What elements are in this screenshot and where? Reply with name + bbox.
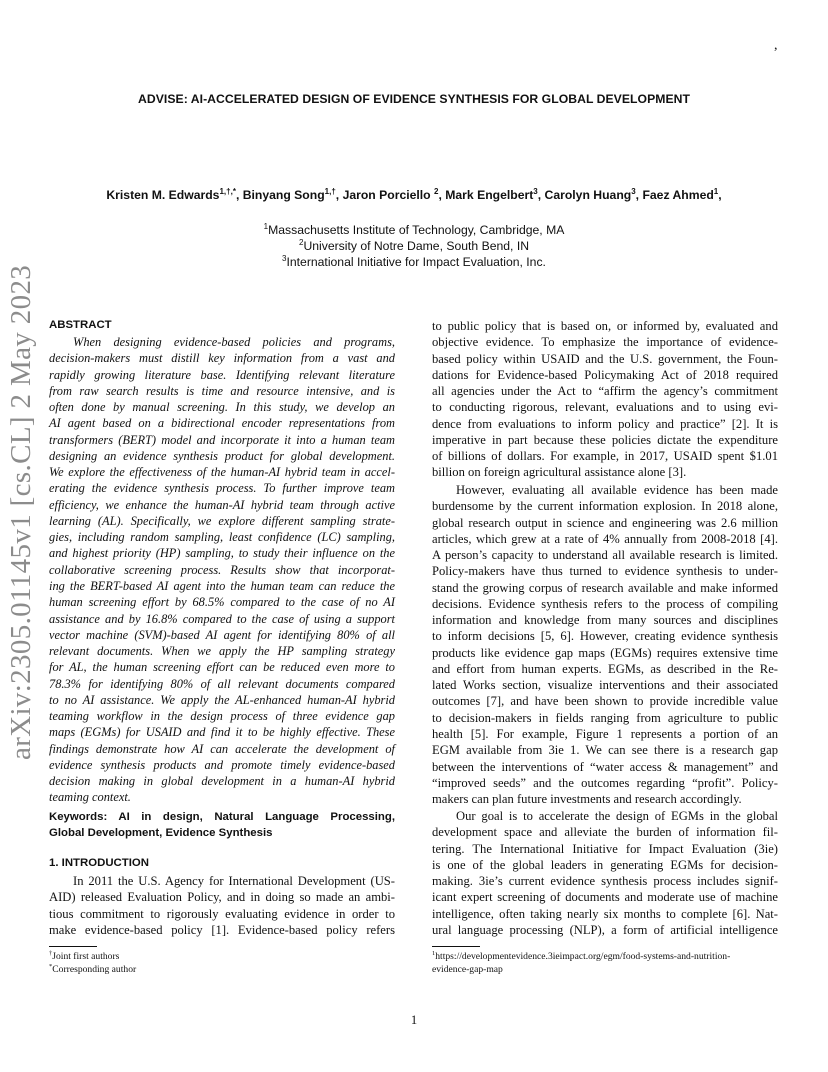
text-line: efficiency, we enhance the human-AI hybrid team through active	[49, 497, 395, 512]
intro-paragraph	[49, 873, 395, 938]
text-line: makers can plan future investments and research accordingly.	[432, 792, 742, 807]
text-line: decision-makers must distill key information from a vast and	[49, 351, 395, 366]
text-line: Policy-makers have thus turned to evidence synthesis to under-	[432, 564, 778, 579]
text-line: decisions. Evidence synthesis refers to the process of compiling	[432, 596, 778, 611]
text-line: for AL, the human screening effort can be reduced even more to	[49, 660, 395, 675]
text-line: A person’s capacity to understand all available research is limited.	[432, 548, 778, 563]
text-line: gies, including random sampling, least confidence (LC) sampling,	[49, 530, 395, 545]
text-line: In 2011 the U.S. Agency for International Development (US-	[73, 874, 395, 888]
text-line: human screening effort by 68.5% compared to the case of no AI	[49, 595, 395, 610]
right-paragraph-1	[432, 318, 778, 481]
text-line: evidence synthesis products and promote timely evidence-based	[49, 757, 395, 772]
text-line: When designing evidence-based policies and programs,	[73, 335, 395, 349]
text-line: global research output in science and engineering was 2.6 million	[432, 515, 778, 530]
keywords-line: Global Development, Evidence Synthesis	[49, 827, 273, 839]
text-line: icant expert screening of documents and moderate use of machine	[432, 890, 778, 905]
text-line: We explore the effectiveness of the human-AI hybrid team in accel-	[49, 465, 395, 480]
page-number: 1	[410, 1013, 418, 1027]
affiliation-line	[0, 254, 828, 270]
text-line: AID) released Evaluation Policy, and in doing so made an ambi-	[49, 890, 395, 905]
footnote-text: https://developmentevidence.3ieimpact.org/egm/food-systems-and-nutrition-	[435, 951, 731, 962]
text-line: make evidence-based policy [1]. Evidence-based policy refers	[49, 922, 395, 937]
text-line: 78.3% for identifying 80% of all relevant documents compared	[49, 676, 395, 691]
text-line: Our goal is to accelerate the design of EGMs in the global	[456, 809, 778, 823]
author-name: Mark Engelbert	[445, 188, 534, 202]
text-line: transformers (BERT) model and incorporate it into a human team	[49, 432, 395, 447]
text-line: erating the evidence synthesis process. To further improve team	[49, 481, 395, 496]
text-line: to decision-makers in fields ranging from agriculture to public	[432, 710, 778, 725]
affiliation-sup: 1	[263, 222, 269, 231]
text-line: based policy within USAID and the U.S. government, the Foun-	[432, 351, 778, 366]
footnote-url-line: evidence-gap-map	[432, 963, 503, 975]
footnote-right	[432, 951, 782, 976]
text-line: “improved seeds” and the outcomes regarding “profit”. Policy-	[432, 775, 778, 790]
author-name: Jaron Porciello	[342, 188, 431, 202]
text-line: and highest priority (HP) sampling, to study their influence on the	[49, 546, 395, 561]
keywords	[49, 809, 395, 841]
affiliation-line	[0, 222, 828, 238]
text-line: to inform decisions [5, 6]. However, creating evidence synthesis	[432, 629, 778, 644]
right-paragraph-2	[432, 482, 778, 807]
text-line: However, evaluating all available evidence has been made	[456, 483, 778, 497]
text-line: making. 3ie’s current evidence synthesis process includes signif-	[432, 874, 778, 889]
footnote-mark: †	[49, 950, 53, 957]
abstract-body	[49, 334, 395, 806]
text-line: billion on foreign agricultural assistance alone [3].	[432, 465, 687, 480]
text-line: often done by manual screening. In this study, we develop an	[49, 400, 395, 415]
text-line: articles, which grew at a rate of 4% annually from 2008-2018 [4].	[432, 531, 778, 546]
text-line: designing an evidence synthesis product for global development.	[49, 448, 395, 463]
author-list: Kristen M. Edwards$^{1,\dagger,*}$, Binyang Song$^{1,\dagger}$, Jaron Porciello $^2$, Mark Engelbert$^3$, Carolyn Huang$^3$, Faez Ahmed$^1$,	[106, 187, 722, 202]
text-line: stand the growing corpus of research available and make informed	[432, 580, 778, 595]
text-line: between the interventions of “water access & management” and	[432, 759, 778, 774]
text-line: to no AI assistance. We apply the AL-enhanced human-AI hybrid	[49, 692, 395, 707]
text-line: burdensome by the current information explosion. In 2018 alone,	[432, 499, 778, 514]
text-line: dence from evaluations to inform policy and practice” [2]. It is	[432, 416, 778, 431]
text-line: findings demonstrate how AI can accelerate the development of	[49, 741, 395, 756]
text-line: learning (AL). Specifically, we explore different sampling strate-	[49, 513, 395, 528]
footnote-url-line	[432, 951, 782, 964]
text-line: AI agent based on a bidirectional encoder representations from	[49, 416, 395, 431]
text-line: all agencies under the Act to “affirm the agency’s commitment	[432, 384, 778, 399]
affiliation-sup: 3	[282, 254, 287, 263]
text-line: development space and alleviate the burden of information fil-	[432, 825, 778, 840]
footnote-mark: 1	[432, 950, 436, 957]
text-line: tering. The International Initiative for Impact Evaluation (3ie)	[432, 841, 778, 856]
author-name: Carolyn Huang	[544, 188, 632, 202]
header-mark: ,	[774, 38, 778, 53]
footnote	[49, 951, 395, 964]
text-line: to conducting rigorous, relevant, evaluations and to using evi-	[432, 400, 778, 415]
text-line: intelligence, often taking nearly six months to complete [6]. Nat-	[432, 906, 778, 921]
text-line: and effort from human experts. EGMs, as described in the Re-	[432, 661, 778, 676]
text-line: dations for Evidence-based Policymaking Act of 2018 required	[432, 367, 778, 382]
text-line: objective evidence. To emphasize the importance of evidence-	[432, 335, 778, 350]
author-sup: 3	[631, 187, 636, 196]
text-line: tious commitment to rigorously evaluating evidence in order to	[49, 906, 395, 921]
affiliation-line	[0, 238, 828, 254]
text-line: outcomes [7], and have been shown to provide incredible value	[432, 694, 778, 709]
text-line: teaming workflow in the design process of three evidence gap	[49, 709, 395, 724]
text-line: is one of the global leaders in generating EGMs for decision-	[432, 857, 778, 872]
author-name: Faez Ahmed	[642, 188, 714, 202]
text-line: teaming context.	[49, 790, 131, 805]
text-line: collaborative screening process. Results show that incorporat-	[49, 562, 395, 577]
abstract-heading: ABSTRACT	[49, 319, 112, 331]
footnote-rule	[432, 946, 480, 947]
footnote-text: Joint first authors	[52, 951, 120, 962]
intro-heading: 1. INTRODUCTION	[49, 857, 149, 869]
text-line: EGM available from 3ie 1. We can see there is a research gap	[432, 743, 778, 758]
affiliation-text: Massachusetts Institute of Technology, Cambridge, MA	[268, 223, 565, 237]
text-line: of billions of dollars. For example, in 2017, USAID spent $1.01	[432, 449, 778, 464]
text-line: products like evidence gap maps (EGMs) requires extensive time	[432, 645, 778, 660]
text-line: imperative in part because these policies dictate the expenditure	[432, 432, 778, 447]
text-line: assistance and by 16.8% compared to the case of using a support	[49, 611, 395, 626]
text-line: information and knowledge from many sources and disciplines	[432, 613, 778, 628]
text-line: vector machine (SVM)-based AI agent for identifying 80% of all	[49, 627, 395, 642]
arxiv-stamp[interactable]: arXiv:2305.01145v1 [cs.CL] 2 May 2023	[5, 264, 37, 760]
author-name: Binyang Song	[242, 188, 325, 202]
footnote	[49, 964, 395, 977]
affiliation-text: International Initiative for Impact Evaluation, Inc.	[286, 255, 546, 269]
text-line: health [5]. For example, Figure 1 represents a portion of an	[432, 726, 778, 741]
text-line: from raw search results is time and resource intensive, and is	[49, 383, 395, 398]
footnote-mark: *	[49, 962, 53, 970]
affiliation-text: University of Notre Dame, South Bend, IN	[303, 239, 530, 253]
author-sup: 1,†,*	[219, 187, 236, 196]
text-line: to public policy that is based on, or informed by, evaluated and	[432, 319, 778, 333]
author-sup: 1,†	[324, 187, 336, 196]
text-line: ing the BERT-based AI agent into the human team can reduce the	[49, 578, 395, 593]
text-line: relevant documents. When we apply the HP sampling strategy	[49, 644, 395, 659]
affiliation-sup: 2	[298, 238, 304, 247]
paper-title: ADVISE: AI-ACCELERATED DESIGN OF EVIDENCE SYNTHESIS FOR GLOBAL DEVELOPMENT	[138, 92, 690, 106]
footnote-text: Corresponding author	[52, 963, 137, 975]
text-line: decision making in global development in a human-AI hybrid	[49, 774, 395, 789]
text-line: ural language processing (NLP), a form of artificial intelligence	[432, 922, 778, 937]
author-sup: 2	[434, 187, 439, 196]
keywords-line: Keywords: AI in design, Natural Language Processing,	[49, 811, 395, 823]
right-paragraph-3	[432, 808, 778, 938]
author-name: Kristen M. Edwards	[106, 188, 220, 202]
author-sup: 3	[533, 187, 538, 196]
text-line: rapidly growing literature base. Identifying relevant literature	[49, 367, 395, 382]
footnotes-left	[49, 951, 395, 976]
text-line: maps (EGMs) for USAID and find it to be highly effective. These	[49, 725, 395, 740]
footnote-rule	[49, 946, 97, 947]
author-sup: 1	[713, 187, 719, 196]
text-line: lated Works section, visualize interventions and their associated	[432, 678, 778, 693]
affiliations	[0, 222, 828, 270]
